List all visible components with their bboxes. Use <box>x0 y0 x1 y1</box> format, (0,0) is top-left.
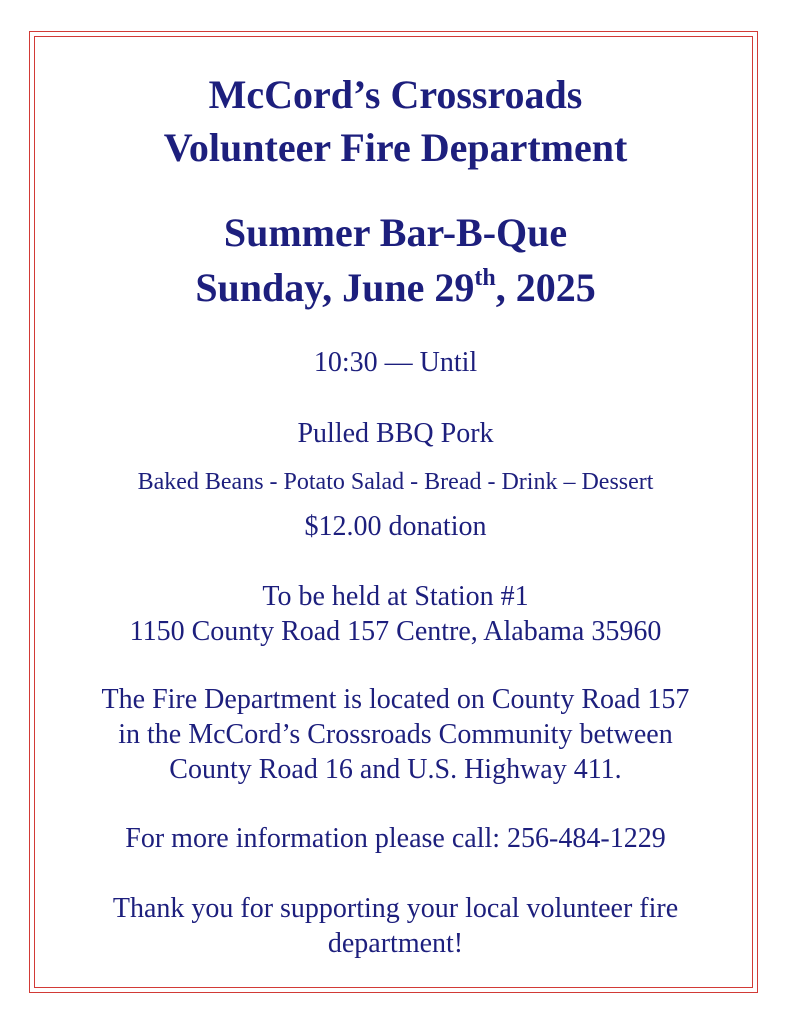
directions-line3: County Road 16 and U.S. Highway 411. <box>169 754 622 785</box>
event-date-year: , 2025 <box>495 265 596 310</box>
directions-line2: in the McCord’s Crossroads Community between <box>118 719 673 750</box>
location-line1: To be held at Station #1 <box>262 581 529 612</box>
menu-sides: Baked Beans - Potato Salad - Bread - Drink – Dessert <box>137 469 654 495</box>
closing-line1: Thank you for supporting your local volunteer fire <box>112 893 679 924</box>
event-date-ordinal: th <box>474 265 496 291</box>
event-date-prefix: Sunday, June 29 <box>195 265 475 310</box>
event-name: Summer Bar-B-Que <box>223 210 568 255</box>
menu-price: $12.00 donation <box>304 511 487 542</box>
location-line2: 1150 County Road 157 Centre, Alabama 35960 <box>129 616 662 647</box>
contact-info: For more information please call: 256-484-1229 <box>125 823 666 854</box>
org-title-line2: Volunteer Fire Department <box>163 125 628 170</box>
menu-main: Pulled BBQ Pork <box>297 418 494 449</box>
closing-line2: department! <box>327 928 464 959</box>
event-time: 10:30 — Until <box>313 347 478 378</box>
directions-line1: The Fire Department is located on County Road 157 <box>101 684 690 715</box>
event-date <box>40 263 751 319</box>
org-title-line1: McCord’s Crossroads <box>208 72 583 117</box>
